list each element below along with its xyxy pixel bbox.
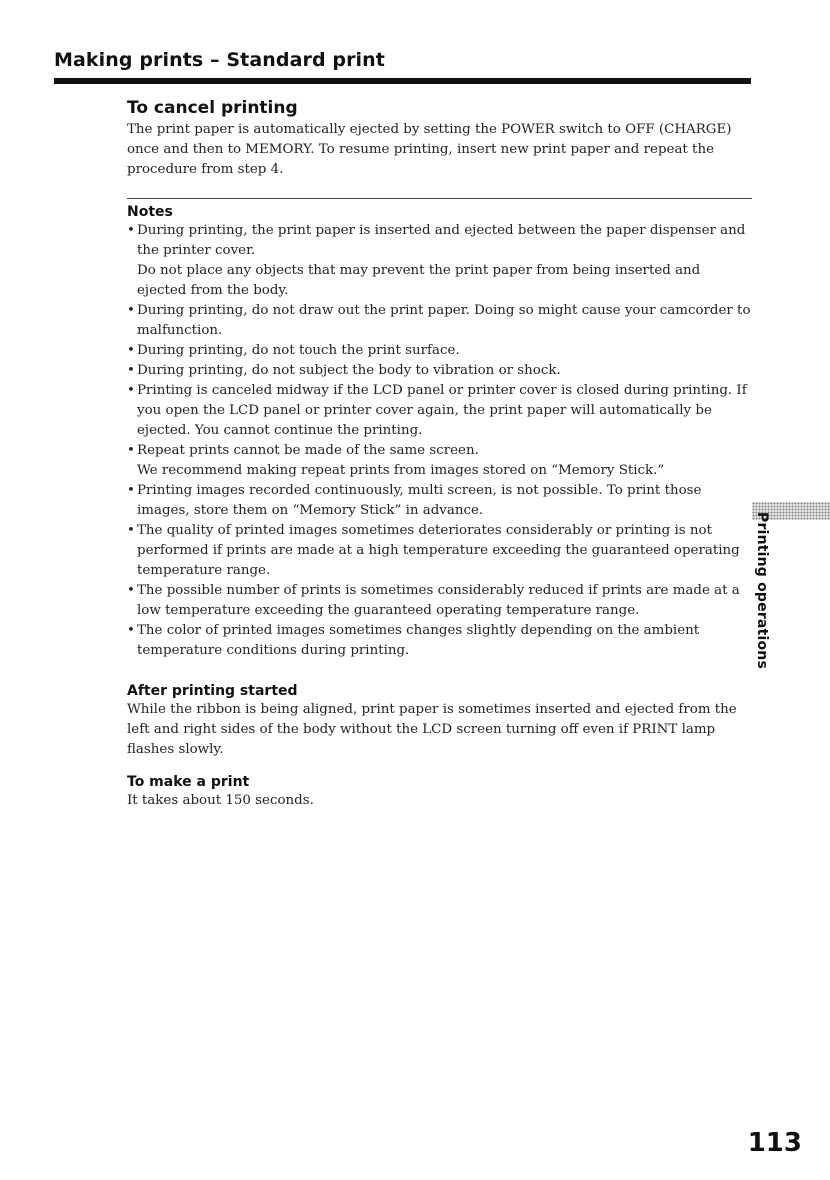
note-text: The possible number of prints is sometimes considerably reduced if prints are made at a low temperature exceeding the guaranteed operating temperature range.: [137, 583, 740, 618]
note-item: [127, 361, 752, 381]
header-rule: [54, 78, 751, 84]
note-item: [127, 301, 752, 341]
cancel-heading: To cancel printing: [127, 98, 298, 118]
note-item: [127, 621, 752, 661]
note-item: [127, 521, 752, 581]
make-print-paragraph: It takes about 150 seconds.: [127, 793, 314, 808]
bullet-icon: •: [127, 523, 135, 538]
note-extra: Do not place any objects that may prevent the print paper from being inserted and ejected from the body.: [137, 263, 701, 298]
note-item: [127, 341, 752, 361]
note-item: [127, 221, 752, 301]
note-item: [127, 441, 752, 481]
bullet-icon: •: [127, 443, 135, 458]
bullet-icon: •: [127, 583, 135, 598]
bullet-icon: •: [127, 303, 135, 318]
note-text: During printing, do not touch the print surface.: [137, 343, 460, 358]
main-content: [127, 98, 752, 811]
make-print-heading: To make a print: [127, 774, 250, 790]
note-item: [127, 381, 752, 441]
page-header: Making prints – Standard print: [54, 49, 385, 71]
bullet-icon: •: [127, 223, 135, 238]
side-tab-label: Printing operations: [754, 512, 770, 669]
bullet-icon: •: [127, 623, 135, 638]
bullet-icon: •: [127, 483, 135, 498]
bullet-icon: •: [127, 343, 135, 358]
after-printing-paragraph: While the ribbon is being aligned, print paper is sometimes inserted and ejected from the left and right sides of the body without the LCD screen turning off even if PRINT lamp flashes slowly.: [127, 702, 737, 757]
note-text: The quality of printed images sometimes deteriorates considerably or printing is not performed if prints are made at a high temperature exceeding the guaranteed operating temperature range.: [137, 523, 740, 578]
note-text: Printing images recorded continuously, multi screen, is not possible. To print those images, store them on “Memory Stick” in advance.: [137, 483, 702, 518]
cancel-paragraph: The print paper is automatically ejected by setting the POWER switch to OFF (CHARGE) once and then to MEMORY. To resume printing, insert new print paper and repeat the procedure from step 4.: [127, 122, 732, 177]
bullet-icon: •: [127, 363, 135, 378]
note-item: [127, 581, 752, 621]
note-extra: We recommend making repeat prints from images stored on “Memory Stick.”: [137, 463, 665, 478]
notes-heading: Notes: [127, 204, 173, 220]
page-number: 113: [747, 1128, 802, 1158]
note-text: Repeat prints cannot be made of the same screen.: [137, 443, 479, 458]
note-text: Printing is canceled midway if the LCD panel or printer cover is closed during printing. If you open the LCD panel or printer cover again, the print paper will automatically be ejected. You cannot continue the printing.: [137, 383, 747, 438]
note-text: During printing, do not subject the body to vibration or shock.: [137, 363, 561, 378]
notes-list: [127, 221, 752, 661]
note-text: During printing, the print paper is inserted and ejected between the paper dispenser and the printer cover.: [137, 223, 746, 258]
after-printing-heading: After printing started: [127, 683, 298, 699]
note-item: [127, 481, 752, 521]
bullet-icon: •: [127, 383, 135, 398]
side-tab: [754, 512, 782, 669]
note-text: The color of printed images sometimes changes slightly depending on the ambient temperature conditions during printing.: [137, 623, 700, 658]
note-text: During printing, do not draw out the print paper. Doing so might cause your camcorder to malfunction.: [137, 303, 751, 338]
notes-rule: [127, 198, 752, 199]
